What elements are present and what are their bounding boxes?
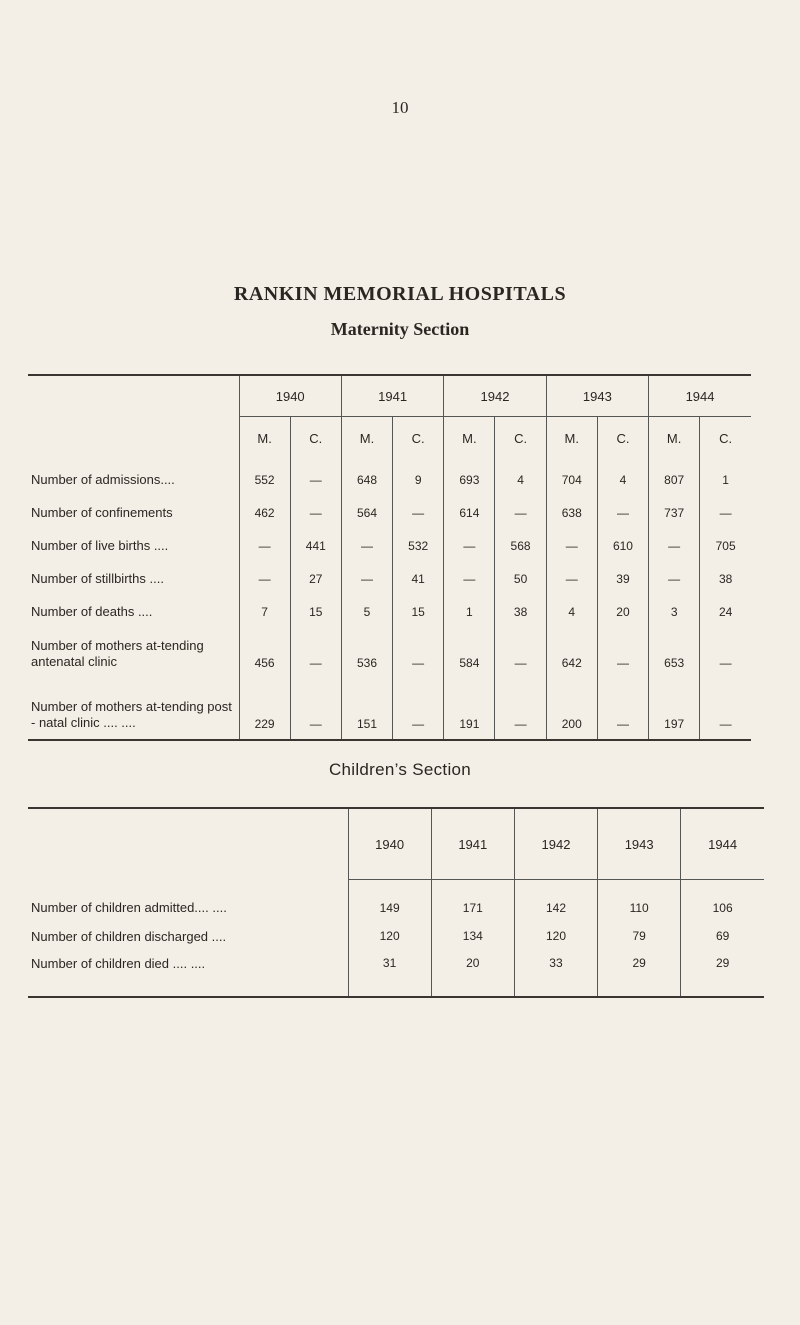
year-header: 1941 (341, 375, 443, 417)
table-cell: — (597, 628, 648, 671)
year-header: 1942 (444, 375, 546, 417)
table-cell: 106 (681, 880, 764, 923)
subheader-m: M. (546, 417, 597, 460)
table-cell: 29 (681, 950, 764, 997)
table-cell: — (700, 496, 751, 529)
section-title-maternity: Maternity Section (330, 319, 470, 339)
table-cell: 38 (495, 595, 546, 628)
table-row (28, 880, 764, 923)
table-cell: — (444, 562, 495, 595)
table-cell: — (341, 529, 392, 562)
row-label: Number of live births .... (31, 537, 169, 553)
table-cell: 610 (597, 529, 648, 562)
table-cell: 142 (514, 880, 597, 923)
year-header: 1940 (348, 808, 431, 880)
table-cell: — (290, 671, 341, 740)
table-cell: 50 (495, 562, 546, 595)
table-cell: 642 (546, 628, 597, 671)
row-label: Number of children died .... .... (31, 956, 206, 971)
table-cell: 79 (598, 922, 681, 950)
table-cell: 20 (597, 595, 648, 628)
table-cell: 151 (341, 671, 392, 740)
table-cell: 584 (444, 628, 495, 671)
maternity-table (28, 374, 751, 741)
subheader-m: M. (341, 417, 392, 460)
table-cell: 704 (546, 459, 597, 496)
table-cell: — (495, 671, 546, 740)
table-cell: 5 (341, 595, 392, 628)
table-cell: 807 (649, 459, 700, 496)
table-row (28, 595, 751, 628)
subheader-c: C. (393, 417, 444, 460)
table-cell: — (393, 671, 444, 740)
table-cell: 33 (514, 950, 597, 997)
row-label: Number of children admitted.... .... (31, 900, 227, 916)
table-cell: — (495, 628, 546, 671)
year-header: 1943 (546, 375, 648, 417)
year-header: 1944 (649, 375, 751, 417)
table-cell: 614 (444, 496, 495, 529)
table-cell: 693 (444, 459, 495, 496)
table-cell: 29 (598, 950, 681, 997)
year-header: 1940 (239, 375, 341, 417)
section-title-children: Children’s Section (328, 760, 472, 779)
table-row (28, 496, 751, 529)
table-cell: 31 (348, 950, 431, 997)
page-title: RANKIN MEMORIAL HOSPITALS (233, 283, 567, 305)
table-cell: 197 (649, 671, 700, 740)
table-cell: — (649, 529, 700, 562)
table-cell: 552 (239, 459, 290, 496)
table-cell: 41 (393, 562, 444, 595)
table-cell: 7 (239, 595, 290, 628)
header-blank-cell (28, 808, 348, 880)
table-cell: 653 (649, 628, 700, 671)
subheader-c: C. (495, 417, 546, 460)
table-cell: — (341, 562, 392, 595)
year-header-row (28, 375, 751, 417)
year-header: 1941 (431, 808, 514, 880)
table-cell: — (239, 529, 290, 562)
subheader-m: M. (444, 417, 495, 460)
row-label: Number of deaths .... (31, 603, 153, 619)
table-cell: — (393, 628, 444, 671)
header-blank-cell (28, 417, 239, 460)
table-cell: 200 (546, 671, 597, 740)
row-label: Number of confinements (31, 504, 173, 520)
table-cell: 462 (239, 496, 290, 529)
table-cell: 648 (341, 459, 392, 496)
table-row (28, 671, 751, 740)
table-cell: 737 (649, 496, 700, 529)
table-cell: 441 (290, 529, 341, 562)
table-cell: 4 (495, 459, 546, 496)
table-cell: 15 (393, 595, 444, 628)
table-cell: 4 (597, 459, 648, 496)
table-cell: — (546, 562, 597, 595)
table-cell: — (546, 529, 597, 562)
table-cell: 229 (239, 671, 290, 740)
table-cell: 532 (393, 529, 444, 562)
table-cell: 15 (290, 595, 341, 628)
table-cell: — (700, 628, 751, 671)
subheader-m: M. (649, 417, 700, 460)
table-cell: 456 (239, 628, 290, 671)
table-cell: — (649, 562, 700, 595)
table-cell: 134 (431, 922, 514, 950)
table-cell: 536 (341, 628, 392, 671)
table-cell: 39 (597, 562, 648, 595)
table-cell: 705 (700, 529, 751, 562)
table-cell: 120 (514, 922, 597, 950)
row-label: Number of stillbirths .... (31, 570, 164, 586)
table-cell: — (393, 496, 444, 529)
table-cell: 638 (546, 496, 597, 529)
table-cell: 120 (348, 922, 431, 950)
subheader-row (28, 417, 751, 460)
year-header: 1944 (681, 808, 764, 880)
table-cell: 3 (649, 595, 700, 628)
table-row (28, 950, 764, 997)
subheader-c: C. (597, 417, 648, 460)
table-cell: 191 (444, 671, 495, 740)
year-header-row (28, 808, 764, 880)
table-row (28, 459, 751, 496)
table-cell: — (290, 496, 341, 529)
table-cell: — (290, 628, 341, 671)
row-label: Number of admissions.... (31, 471, 175, 487)
table-cell: 69 (681, 922, 764, 950)
subheader-c: C. (290, 417, 341, 460)
table-cell: 568 (495, 529, 546, 562)
table-cell: 38 (700, 562, 751, 595)
table-cell: — (597, 671, 648, 740)
table-cell: 171 (431, 880, 514, 923)
table-cell: 27 (290, 562, 341, 595)
row-label: Number of mothers at-tending antenatal clinic (31, 638, 204, 669)
table-row (28, 628, 751, 671)
page-number: 10 (391, 98, 409, 117)
table-cell: — (290, 459, 341, 496)
table-row (28, 922, 764, 950)
subheader-c: C. (700, 417, 751, 460)
table-cell: — (239, 562, 290, 595)
table-cell: — (700, 671, 751, 740)
table-cell: 1 (700, 459, 751, 496)
table-row (28, 562, 751, 595)
year-header: 1943 (598, 808, 681, 880)
table-cell: — (495, 496, 546, 529)
table-cell: 110 (598, 880, 681, 923)
subheader-m: M. (239, 417, 290, 460)
table-cell: — (597, 496, 648, 529)
children-table (28, 807, 764, 998)
table-row (28, 529, 751, 562)
table-cell: 149 (348, 880, 431, 923)
table-cell: 564 (341, 496, 392, 529)
year-header: 1942 (514, 808, 597, 880)
row-label: Number of children discharged .... (31, 928, 227, 944)
table-cell: 24 (700, 595, 751, 628)
table-cell: 4 (546, 595, 597, 628)
table-cell: 1 (444, 595, 495, 628)
table-cell: — (444, 529, 495, 562)
table-cell: 20 (431, 950, 514, 997)
row-label: Number of mothers at-tending post - natal clinic .... .... (31, 699, 232, 730)
table-cell: 9 (393, 459, 444, 496)
header-blank-cell (28, 375, 239, 417)
